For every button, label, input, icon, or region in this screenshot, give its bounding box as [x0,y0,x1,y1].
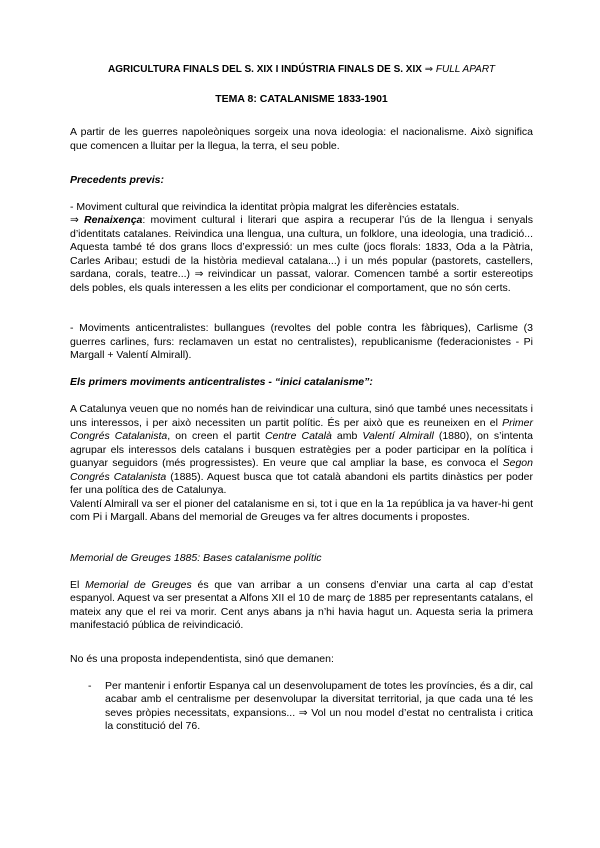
text-run: Precedents previs: [70,173,164,186]
text-run: : moviment cultural i literari que aspira a recuperar l’ús de la llengua i senyals d’identitats catalanes. Reivindica una llengua, una cultura, un folklore, una ideologia, una tradició... Aquesta també té dos grans llocs d’expressió: un mes culte (jocs florals: 1833, Oda a la Pàtria, Carles Aribau; estudi de la història medieval catalana...) i un més popular (pastorets, castellers, sardana, corals, teatre...) ⇒ reivindicar un passat, valorar. Comencen també a sortir estereotips dels pobles, els quals interessen a les elits per condicionar el comportament, que no són certs. [70,214,534,294]
paragraph-moviment-cultural [70,201,533,215]
paragraph-renaixenca [70,214,533,295]
text-run: Valentí Almirall va ser el pioner del catalanisme en si, tot i que en la 1a república ja va haver-hi gent com Pi i Margall. Abans del memorial de Greuges va fer altres documents i propostes. [70,497,533,524]
doc-subject-header [70,63,533,77]
text-run: AGRICULTURA FINALS DEL S. XIX I INDÚSTRIA FINALS DE S. XIX [108,64,425,75]
paragraph-valenti-almirall [70,498,533,525]
text-run: No és una proposta independentista, sinó que demanen: [70,652,334,665]
bullet-text [105,680,533,734]
text-run: El [70,578,86,591]
text-run: TEMA 8: CATALANISME 1833-1901 [215,92,388,105]
bullet-dash: - [88,679,92,692]
text-run: A Catalunya veuen que no només han de reivindicar una cultura, sinó que també unes necessitats i uns interessos, i per això necessiten un partit polític. És per això que es reuneixen en el [70,403,533,429]
heading-precedents [70,174,533,188]
text-run: amb [331,430,363,443]
text-run: (1880), on s’intenta agrupar els interessos dels catalans i busquen estratègies per a poder participar en la política i guanyar seguidors (més progressistes). En veure que cal ampliar la base, es convoca el [70,430,534,470]
text-run: Primer Congrés Catalanista [70,416,533,443]
text-run: Renaixença [84,214,143,227]
text-run: A partir de les guerres napoleòniques sorgeix una nova ideologia: el nacionalisme. Això significa que comencen a lluitar per la llegua, la terra, el seu poble. [70,126,533,152]
paragraph-memorial-greuges [70,579,533,633]
text-run: - Moviments anticentralistes: bullangues (revoltes del poble contra les fàbriques), Carlisme (3 guerres carlines, furs: reclamaven un estat no centralistes), republicanisme (federacionistes - Pi Margall + Valentí Almirall). [70,322,533,362]
paragraph-congres-catalanista [70,403,533,498]
heading-primers-moviments [70,376,533,390]
bullet-mantenir-espanya [70,680,533,734]
text-run: (1885). Aquest busca que tot català abandoni els partits dinàstics per poder fer una política des de Catalunya. [70,470,533,497]
text-run: Memorial de Greuges [85,578,192,591]
paragraph-intro [70,126,533,153]
text-run: , on creen el partit [167,430,265,443]
heading-memorial-greuges [70,552,533,566]
text-run: Segon Congrés Catalanista [70,457,533,483]
text-run: ⇒ [70,214,85,227]
text-run: Els primers moviments anticentralistes - “inici catalanisme”: [70,376,373,389]
text-run: Valentí Almirall [362,430,434,443]
text-run: Centre Català [264,430,332,443]
paragraph-no-independentista [70,653,533,667]
text-run: és que van arribar a un consens d’enviar una carta al cap d’estat espanyol. Aquest va ser presentat a Alfons XII el 10 de març de 1885 per representants catalans, el mateix any que el rei va morir. Cent anys abans ja n’hi havia hagut un. Aquesta seria la primera manifestació pública de reivindicació. [70,578,533,632]
text-run: - Moviment cultural que reivindica la identitat pròpia malgrat les diferències estatals. [70,200,460,213]
text-run: Per mantenir i enfortir Espanya cal un desenvolupament de totes les províncies, és a dir, cal acabar amb el centralisme per desenvolupar la diversitat territorial, ja que cada una té les seves pròpies necessitats, expansions... ⇒ Vol un nou model d’estat no centralista i critica la constitució del 76. [105,679,533,733]
text-run: Memorial de Greuges 1885: Bases catalanisme polític [70,551,322,564]
paragraph-moviments-anticentralistes [70,322,533,363]
text-run: FULL APART [435,64,495,75]
text-run: ⇒ [424,64,436,75]
doc-title [70,93,533,107]
